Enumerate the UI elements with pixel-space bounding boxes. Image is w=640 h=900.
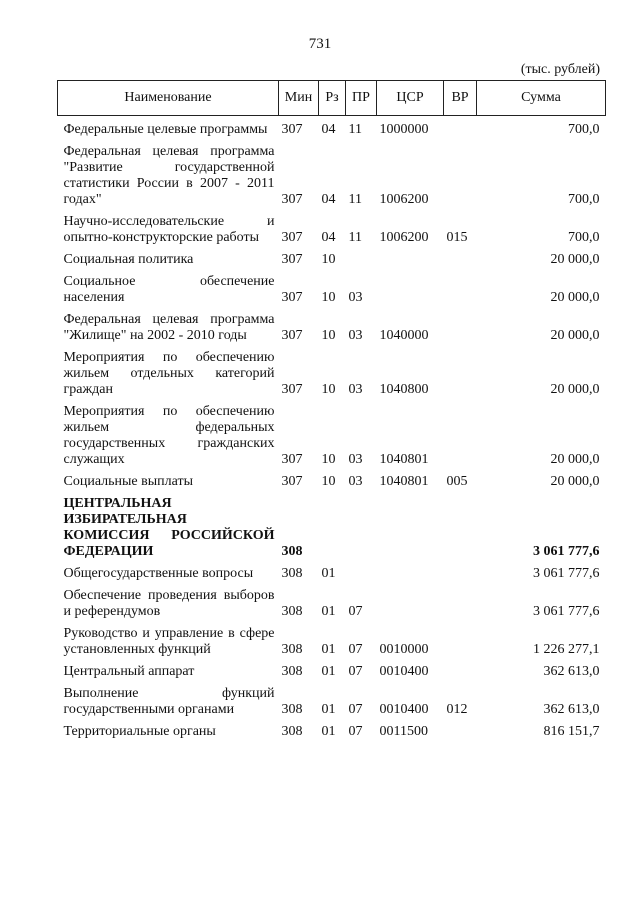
cell-name: Выполнение функций государственными органами <box>63 686 275 717</box>
cell-name: Территориальные органы <box>63 724 216 739</box>
cell-rz: 10 <box>321 290 336 305</box>
cell-min: 308 <box>281 724 303 739</box>
table-row <box>58 490 606 560</box>
cell-sum: 816 151,7 <box>543 724 600 739</box>
cell-vr <box>444 268 477 306</box>
cell-vr <box>444 246 477 268</box>
cell-sum: 3 061 777,6 <box>533 544 600 559</box>
cell-rz: 01 <box>321 724 336 739</box>
cell-csr <box>377 560 444 582</box>
cell-sum: 362 613,0 <box>543 702 600 717</box>
cell-vr <box>444 620 477 658</box>
cell-sum: 20 000,0 <box>550 474 600 489</box>
cell-csr: 0011500 <box>379 724 428 739</box>
table-row <box>58 398 606 468</box>
cell-vr <box>444 582 477 620</box>
cell-rz: 10 <box>321 382 336 397</box>
cell-sum: 700,0 <box>568 230 600 245</box>
table-row <box>58 306 606 344</box>
budget-table <box>57 80 606 740</box>
cell-sum: 3 061 777,6 <box>533 604 600 619</box>
cell-min: 308 <box>281 702 303 717</box>
cell-sum: 20 000,0 <box>550 328 600 343</box>
cell-name: Мероприятия по обеспечению жильем федеральных государственных гражданских служащих <box>63 404 275 467</box>
header-sum: Сумма <box>477 81 606 116</box>
cell-min: 308 <box>281 642 303 657</box>
cell-vr: 015 <box>446 230 468 245</box>
cell-rz: 04 <box>321 192 336 207</box>
table-row <box>58 468 606 490</box>
table-row <box>58 268 606 306</box>
cell-csr <box>377 490 444 560</box>
cell-vr: 005 <box>446 474 468 489</box>
cell-csr: 1000000 <box>379 122 429 137</box>
cell-sum: 700,0 <box>568 122 600 137</box>
cell-min: 307 <box>281 290 303 305</box>
table-row <box>58 582 606 620</box>
cell-rz: 10 <box>321 452 336 467</box>
cell-min: 308 <box>281 604 303 619</box>
cell-sum: 3 061 777,6 <box>533 566 600 581</box>
cell-vr <box>444 658 477 680</box>
cell-rz: 04 <box>321 122 336 137</box>
table-row <box>58 138 606 208</box>
header-name: Наименование <box>58 81 279 116</box>
cell-pr: 11 <box>348 230 362 245</box>
cell-pr: 03 <box>348 382 363 397</box>
cell-name: Мероприятия по обеспечению жильем отдельных категорий граждан <box>63 350 275 397</box>
cell-vr <box>444 398 477 468</box>
cell-rz: 01 <box>321 642 336 657</box>
cell-rz: 01 <box>321 604 336 619</box>
header-vr: ВР <box>444 81 477 116</box>
cell-sum: 362 613,0 <box>543 664 600 679</box>
table-row <box>58 658 606 680</box>
cell-csr: 0010400 <box>379 702 429 717</box>
cell-vr <box>444 490 477 560</box>
cell-min: 307 <box>281 382 303 397</box>
table-row <box>58 560 606 582</box>
cell-min: 307 <box>281 328 303 343</box>
cell-csr: 0010000 <box>379 642 429 657</box>
table-row <box>58 246 606 268</box>
cell-min: 308 <box>281 566 303 581</box>
cell-rz: 10 <box>321 328 336 343</box>
cell-sum: 700,0 <box>568 192 600 207</box>
cell-vr <box>444 560 477 582</box>
cell-csr: 0010400 <box>379 664 429 679</box>
cell-min: 307 <box>281 474 303 489</box>
cell-csr <box>377 246 444 268</box>
header-csr: ЦСР <box>377 81 444 116</box>
table-row <box>58 680 606 718</box>
cell-min: 307 <box>281 122 303 137</box>
cell-name: Общегосударственные вопросы <box>63 566 254 581</box>
cell-min: 307 <box>281 230 303 245</box>
cell-name: Научно-исследовательские и опытно-конструкторские работы <box>63 214 275 245</box>
cell-vr <box>444 306 477 344</box>
cell-vr <box>444 138 477 208</box>
cell-csr: 1006200 <box>379 192 429 207</box>
cell-pr: 11 <box>348 122 362 137</box>
header-row <box>58 81 606 116</box>
cell-vr <box>444 344 477 398</box>
cell-min: 307 <box>281 192 303 207</box>
cell-rz: 10 <box>321 252 336 267</box>
cell-pr <box>346 246 377 268</box>
cell-rz <box>319 490 346 560</box>
cell-name: Руководство и управление в сфере установленных функций <box>63 626 275 657</box>
cell-sum: 1 226 277,1 <box>533 642 600 657</box>
cell-min: 308 <box>281 664 303 679</box>
cell-pr: 03 <box>348 452 363 467</box>
cell-csr <box>377 582 444 620</box>
cell-pr <box>346 490 377 560</box>
cell-rz: 04 <box>321 230 336 245</box>
cell-name: Социальные выплаты <box>63 474 194 489</box>
cell-pr: 07 <box>348 702 363 717</box>
table-row <box>58 208 606 246</box>
cell-name: Социальная политика <box>63 252 194 267</box>
units-label: (тыс. рублей) <box>520 62 600 77</box>
cell-name: ЦЕНТРАЛЬНАЯ ИЗБИРАТЕЛЬНАЯ КОМИССИЯ РОССИЙСКОЙ ФЕДЕРАЦИИ <box>63 496 275 559</box>
cell-pr <box>346 560 377 582</box>
cell-csr: 1040000 <box>379 328 429 343</box>
cell-pr: 11 <box>348 192 362 207</box>
header-rz: Рз <box>319 81 346 116</box>
cell-vr <box>444 116 477 139</box>
cell-name: Федеральные целевые программы <box>63 122 268 137</box>
cell-rz: 01 <box>321 702 336 717</box>
cell-rz: 01 <box>321 664 336 679</box>
cell-sum: 20 000,0 <box>550 252 600 267</box>
cell-name: Центральный аппарат <box>63 664 195 679</box>
cell-pr: 03 <box>348 328 363 343</box>
cell-name: Обеспечение проведения выборов и референдумов <box>63 588 275 619</box>
header-min: Мин <box>279 81 319 116</box>
cell-pr: 07 <box>348 604 363 619</box>
cell-csr <box>377 268 444 306</box>
table-row <box>58 344 606 398</box>
cell-sum: 20 000,0 <box>550 382 600 397</box>
cell-rz: 01 <box>321 566 336 581</box>
page-number: 731 <box>308 36 332 52</box>
cell-pr: 07 <box>348 664 363 679</box>
cell-sum: 20 000,0 <box>550 452 600 467</box>
table-row <box>58 718 606 740</box>
table-header <box>58 81 606 116</box>
cell-name: Социальное обеспечение населения <box>63 274 275 305</box>
cell-pr: 07 <box>348 724 363 739</box>
cell-csr: 1006200 <box>379 230 429 245</box>
cell-csr: 1040801 <box>379 474 429 489</box>
cell-min: 307 <box>281 252 303 267</box>
table-row <box>58 116 606 139</box>
cell-rz: 10 <box>321 474 336 489</box>
cell-pr: 07 <box>348 642 363 657</box>
cell-pr: 03 <box>348 474 363 489</box>
cell-csr: 1040801 <box>379 452 429 467</box>
cell-csr: 1040800 <box>379 382 429 397</box>
cell-name: Федеральная целевая программа "Развитие государственной статистики России в 2007 - 2011 годах" <box>63 144 275 207</box>
cell-vr: 012 <box>446 702 468 717</box>
cell-sum: 20 000,0 <box>550 290 600 305</box>
table-row <box>58 620 606 658</box>
cell-pr: 03 <box>348 290 363 305</box>
cell-name: Федеральная целевая программа "Жилище" на 2002 - 2010 годы <box>63 312 275 343</box>
cell-vr <box>444 718 477 740</box>
table-body <box>58 116 606 741</box>
cell-min: 307 <box>281 452 303 467</box>
header-pr: ПР <box>346 81 377 116</box>
cell-min: 308 <box>281 544 303 559</box>
